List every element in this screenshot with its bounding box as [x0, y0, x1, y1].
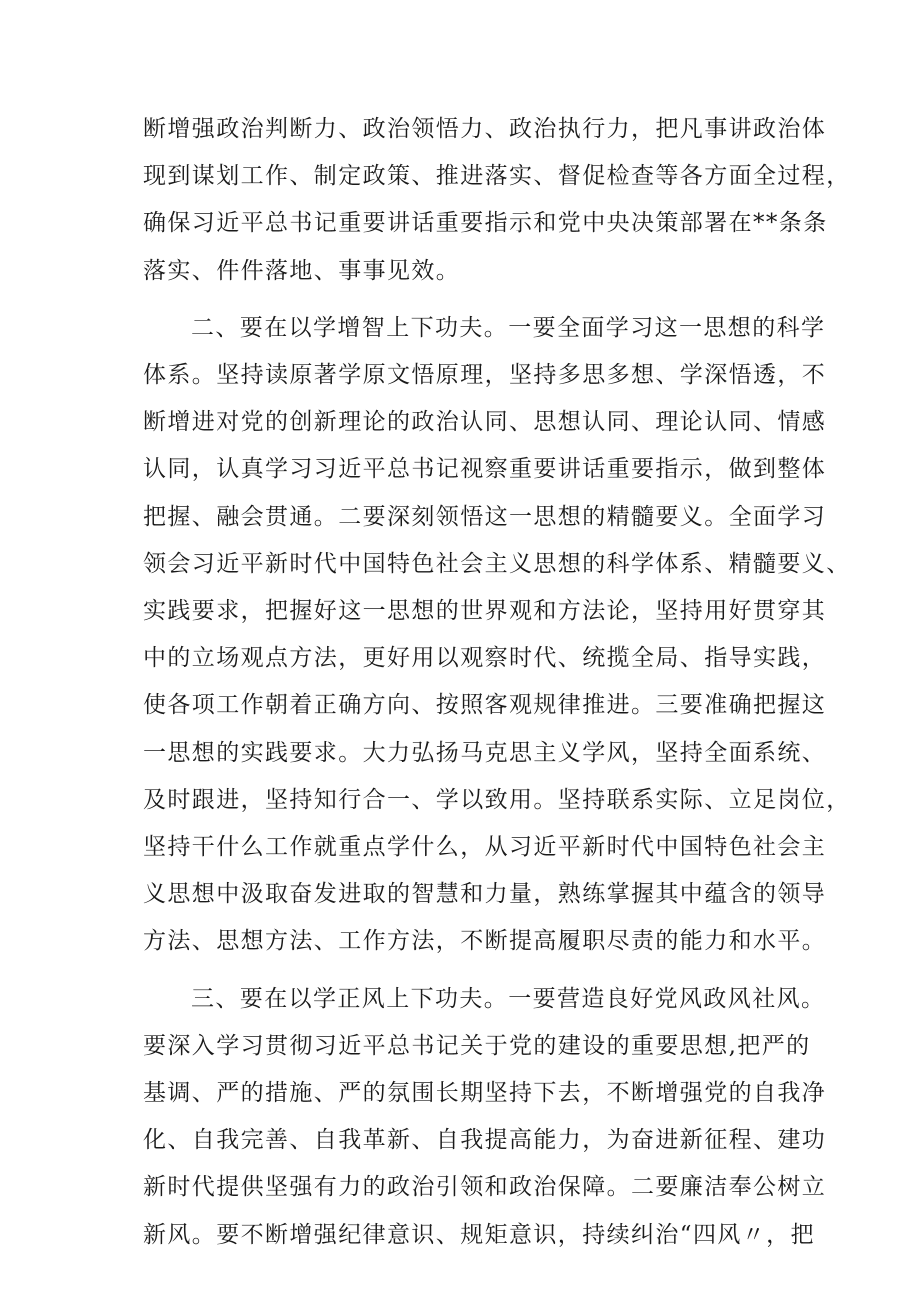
text-line: 落实、件件落地、事事见效。 [143, 257, 461, 284]
text-line: 领会习近平新时代中国特色社会主义思想的科学体系、精髓要义、 [143, 550, 851, 577]
text-line: 新时代提供坚强有力的政治引领和政治保障。二要廉洁奉公树立 [143, 1174, 827, 1201]
text-line: 化、自我完善、自我革新、自我提高能力，为奋进新征程、建功 [143, 1127, 827, 1154]
text-line: 断增强政治判断力、政治领悟力、政治执行力，把凡事讲政治体 [143, 116, 827, 142]
text-line: 把握、融会贯通。二要深刻领悟这一思想的精髓要义。全面学习 [143, 503, 827, 530]
text-line: 及时跟进，坚持知行合一、学以致用。坚持联系实际、立足岗位， [143, 786, 851, 813]
paragraph-2 [143, 305, 851, 966]
text-line: 方法、思想方法、工作方法，不断提高履职尽责的能力和水平。 [143, 928, 827, 955]
paragraph-3 [143, 976, 827, 1259]
text-line: 认同，认真学习习近平总书记视察重要讲话重要指示，做到整体 [143, 456, 827, 483]
text-line: 一思想的实践要求。大力弘扬马克思主义学风，坚持全面系统、 [143, 739, 827, 766]
text-line: 中的立场观点方法，更好用以观察时代、统揽全局、指导实践， [143, 645, 827, 672]
text-line: 确保习近平总书记重要讲话重要指示和党中央决策部署在**条条 [143, 210, 828, 237]
text-line: 实践要求，把握好这一思想的世界观和方法论，坚持用好贯穿其 [143, 598, 827, 625]
text-line: 义思想中汲取奋发进取的智慧和力量，熟练掌握其中蕴含的领导 [143, 881, 827, 908]
paragraph-1 [143, 106, 851, 295]
text-line: 三、要在以学正风上下功夫。一要营造良好党风政风社风。 [191, 985, 826, 1012]
document-body [143, 106, 851, 1269]
text-line: 现到谋划工作、制定政策、推进落实、督促检查等各方面全过程， [143, 163, 851, 190]
text-line: 使各项工作朝着正确方向、按照客观规律推进。三要准确把握这 [143, 692, 827, 719]
text-line: 要深入学习贯彻习近平总书记关于党的建设的重要思想,把严的 [143, 1032, 811, 1059]
text-line: 二、要在以学增智上下功夫。一要全面学习这一思想的科学 [191, 314, 826, 341]
text-line: 基调、严的措施、严的氛围长期坚持下去，不断增强党的自我净 [143, 1080, 827, 1107]
text-line: 新风。要不断增强纪律意识、规矩意识，持续纠治“四风〃，把 [143, 1221, 815, 1248]
text-line: 体系。坚持读原著学原文悟原理，坚持多思多想、学深悟透，不 [143, 362, 827, 389]
text-line: 坚持干什么工作就重点学什么，从习近平新时代中国特色社会主 [143, 834, 827, 861]
text-line: 断增进对党的创新理论的政治认同、思想认同、理论认同、情感 [143, 409, 827, 436]
